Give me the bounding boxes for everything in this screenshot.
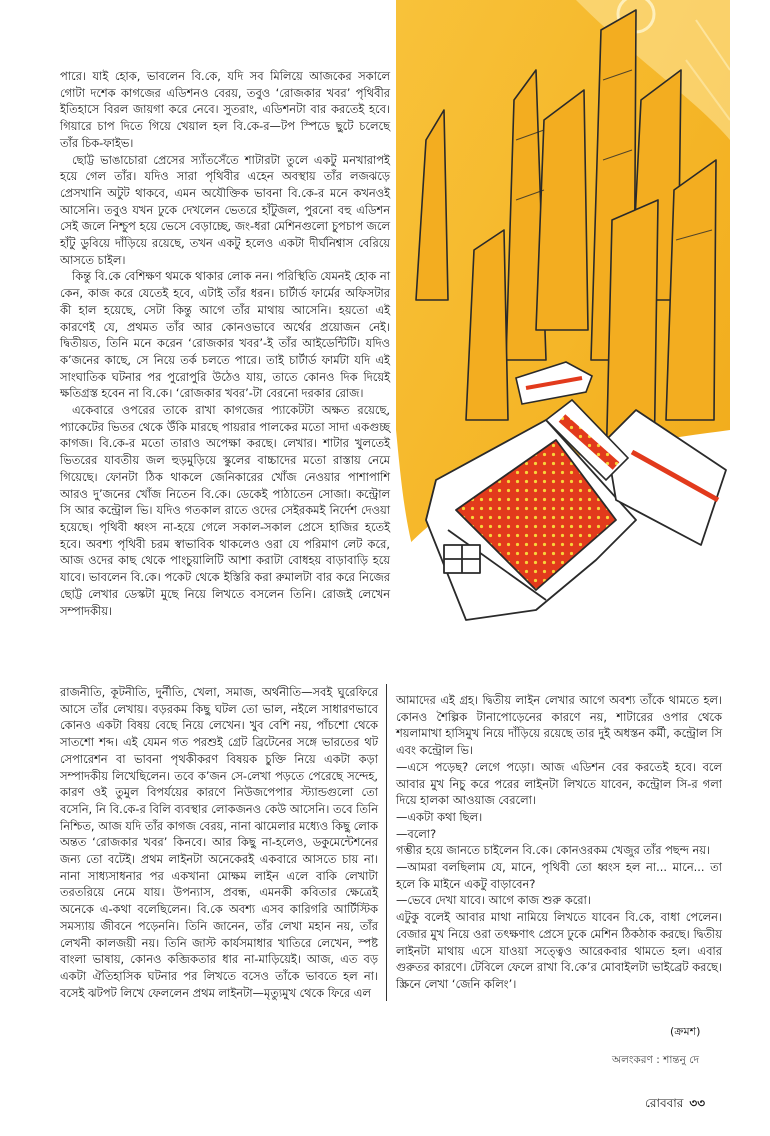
story-column-left-bottom (60, 684, 387, 1001)
building-center-block (536, 90, 588, 330)
to-be-continued: (ক্রমশ) (670, 1025, 701, 1038)
story-illustration (396, 0, 730, 676)
paragraph: একেবারে ওপরের তাকে রাখা কাগজের প্যাকেটটা অক্ষত রয়েছে, প্যাকেটের ভিতর থেকে উঁকি মারছে পায়রার পালকের মতো সাদা একগুচ্ছ কাগজ। বি.কে-র মতো তারাও অপেক্ষা করছে। লেখার। শাটার খুলতেই ভিতরের যাবতীয় জল হুড়মুড়িয়ে স্কুলের বাচ্চাদের মতো রাস্তায় নেমে গিয়েছে। ফোনটা ঠিক থাকলে জেনিকারের খোঁজ নেওয়ার পাশাপাশি আরও দু’জনের খোঁজ নিতেন বি.কে। ডেকেই পাঠাতেন সোজা। কন্ট্রোল সি আর কন্ট্রোল ভি। যদিও গতকাল রাতে ওদের সেইরকমই নির্দেশ দেওয়া হয়েছে। পৃথিবী ধ্বংস না-হয়ে গেলে সকাল-সকাল প্রেসে হাজির হতেই হবে। অবশ্য পৃথিবী চরম স্বাভাবিক থাকলেও ওরা যে পরিমাণ লেট করে, আজ ওদের কাছ থেকে পাংচুয়ালিটি আশা করাটা বোধহয় বাড়াবাড়ি হয়ে যাবে। ভাবলেন বি.কে। পকেট থেকে ইস্তিরি করা রুমালটা বার করে নিজের ছোট্ট লেখার ডেস্কটা মুছে নিয়ে লিখতে বসলেন তিনি। রোজই লেখেন সম্পাদকীয়। (60, 403, 390, 618)
page-number: ৩৩ (689, 1096, 705, 1110)
dialogue-line: —বলো? (396, 826, 437, 841)
illustrator-credit: অলংকরণ : শান্তনু দে (612, 1054, 699, 1066)
story-column-right (396, 692, 722, 993)
dialogue-line: —আমরা বলছিলাম যে, মানে, পৃথিবী তো ধ্বংস হল না... মানে... তা হলে কি মাইনে একটু বাড়াবেন? (396, 860, 722, 891)
paragraph: এটুকু বলেই আবার মাথা নামিয়ে লিখতে যাবেন বি.কে, বাধা পেলেন। বেজার মুখ নিয়ে ওরা তৎক্ষণাৎ প্রেসে ঢুকে মেশিন ঠিকঠাক করছে। দ্বিতীয় লাইনটা মাথায় এসে যাওয়া সত্ত্বেও আরেকবার থামতে হল। এবার গুরুতর কারণে। টেবিলে ফেলে রাখা বি.কে’র মোবাইলটা ভাইব্রেট করছে। স্ক্রিনে লেখা ‘জেনি কলিং’। (396, 910, 722, 991)
paragraph: ছোট্ট ভাঙাচোরা প্রেসের স্যাঁতসেঁতে শাটারটা তুলে একটু মনখারাপই হয়ে গেল তাঁর। যদিও সারা পৃথিবীর এহেন অবস্থায় তাঁর লজঝড়ে প্রেসখানি অটুট থাকবে, এমন অযৌক্তিক ভাবনা বি.কে-র মনে কখনওই আসেনি। তবুও যখন ঢুকে দেখলেন ভেতরে হাঁটুজল, পুরনো বহু এডিশন সেই জলে নিশ্চুপ হয়ে ভেসে বেড়াচ্ছে, জং-ধরা মেশিনগুলো চুপচাপ জলে হাঁটু ডুবিয়ে দাঁড়িয়ে রয়েছে, তখন একটু হলেও একটা দীর্ঘনিশ্বাস বেরিয়ে আসতে চাইল। (60, 152, 390, 267)
building-far-right (666, 160, 716, 420)
dialogue-line: —এসে পড়েছ? লেগে পড়ো। আজ এডিশন বের করতেই হবে। বলে আবার মুখ নিচু করে পরের লাইনটা লিখতে যাবেন, কন্ট্রোল সি-র গলা দিয়ে হালকা আওয়াজ বেরলো। (396, 759, 722, 808)
dialogue-line: —একটা কথা ছিল। (396, 809, 483, 824)
paragraph: গম্ভীর হয়ে জানতে চাইলেন বি.কে। কোনওরকম খেজুর তাঁর পছন্দ নয়। (396, 843, 711, 858)
paragraph: রাজনীতি, কূটনীতি, দুর্নীতি, খেলা, সমাজ, অর্থনীতি—সবই ঘুরেফিরে আসে তাঁর লেখায়। বড়রকম কিছু ঘটল তো ভাল, নইলে সাধারণভাবে কোনও একটা বিষয় বেছে নিয়ে লেখেন। খুব বেশি নয়, পাঁচশো থেকে সাতশো শব্দ। এই যেমন গত পরশুই গ্রেট ব্রিটেনের সঙ্গে ভারতের থট সেপারেশন বা ভাবনা পৃথকীকরণ বিষয়ক চুক্তি নিয়ে একটা কড়া সম্পাদকীয় লিখেছিলেন। তবে ক’জন সে-লেখা পড়তে পেরেছে সন্দেহ, কারণ ওই তুমুল বিপর্যয়ের কারণে নিউজপেপার স্ট্যান্ডগুলো তো বসেনি, নি বি.কে-র বিলি ব্যবস্থার লোকজনও কেউ আসেনি। তবে তিনি নিশ্চিত, আজ যদি তাঁর কাগজ বেরয়, নানা ঝামেলার মধ্যেও কিছু লোক অন্তত ‘রোজকার খবর’ কিনবে। আর কিছু না-হলেও, ডকুমেন্টেশনের জন্য তো বটেই। প্রথম লাইনটা অনেকেরই একবারে আসতে চায় না। নানা সাধ্যসাধনার পর একখানা মোক্ষম লাইন এলে বাকি লেখাটা তরতরিয়ে নেমে যায়। উপন্যাস, প্রবন্ধ, এমনকী কবিতার ক্ষেত্রেই অনেকে এ-কথা বলেছিলেন। বি.কে অবশ্য এসব কারিগরি আর্টিস্টিক সমস্যায় জীবনে পড়েননি। তিনি জানেন, তাঁর লেখা মহান নয়, তাঁর লেখনী কালজয়ী নয়। তিনি জাস্ট কার্যসমাধার খাতিরে লেখেন, স্পষ্ট বাংলা ভাষায়, কোনও কব্জিকতার ধার না-মাড়িয়েই। আজ, এত বড় একটা ঐতিহাসিক ঘটনার পর লিখতে বসেও তাঁকে ভাবতে হল না। বসেই ঝটপট লিখে ফেললেন প্রথম লাইনটা—মৃত্যুমুখ থেকে ফিরে এল (60, 685, 378, 1000)
story-column-left-top (60, 68, 390, 619)
paragraph: পারে। যাই হোক, ভাবলেন বি.কে, যদি সব মিলিয়ে আজকের সকালে গোটা দশেক কাগজের এডিশনও বেরয়, তবুও ‘রোজকার খবর’ পৃথিবীর ইতিহাসে বিরল জায়গা করে নেবে। সুতরাং, এডিশনটা বার করতেই হবে। গিয়ারে চাপ দিতে গিয়ে খেয়াল হল বি.কে-র—টপ স্পিডে ছুটে চলেছে তাঁর চিক-ফাইভ। (60, 69, 390, 150)
paragraph: কিন্তু বি.কে বেশিক্ষণ থমকে থাকার লোক নন। পরিস্থিতি যেমনই হোক না কেন, কাজ করে যেতেই হবে, এটাই তাঁর ধরন। চার্টার্ড ফার্মের অফিসটার কী হাল হয়েছে, সেটা কিন্তু আগে তাঁর মাথায় আসেনি। হয়তো এই কারণেই যে, প্রথমত তাঁর আর কোনওভাবে অর্থের প্রয়োজন নেই। দ্বিতীয়ত, তিনি মনে করেন ‘রোজকার খবর’-ই তাঁর আইডেন্টিটি। যদিও ক’জনের কাছে, সে নিয়ে তর্ক চলতে পারে। তাই চার্টার্ড ফার্মটা যদি এই সাংঘাতিক ঘটনার পর পুরোপুরি উঠেও যায়, তাতে কোনও দিক দিয়েই ক্ষতিগ্রস্ত হবেন না বি.কে। ‘রোজকার খবর’-টা বেরনো দরকার রোজ। (60, 269, 390, 401)
page-footer (645, 1095, 705, 1115)
dialogue-line: —ভেবে দেখা যাবে। আগে কাজ শুরু করো। (396, 893, 591, 908)
magazine-name: রোববার (645, 1096, 684, 1110)
paragraph: আমাদের এই গ্রহ। দ্বিতীয় লাইন লেখার আগে অবশ্য তাঁকে থামতে হল। কোনও শৈল্পিক টানাপোড়েনের কারণে নয়, শাটারের ওপার থেকে শয়লামাখা হাসিমুখ নিয়ে দাঁড়িয়ে রয়েছে তার দুই অধস্তন কর্মী, কন্ট্রোল সি এবং কন্ট্রোল ভি। (396, 693, 722, 758)
